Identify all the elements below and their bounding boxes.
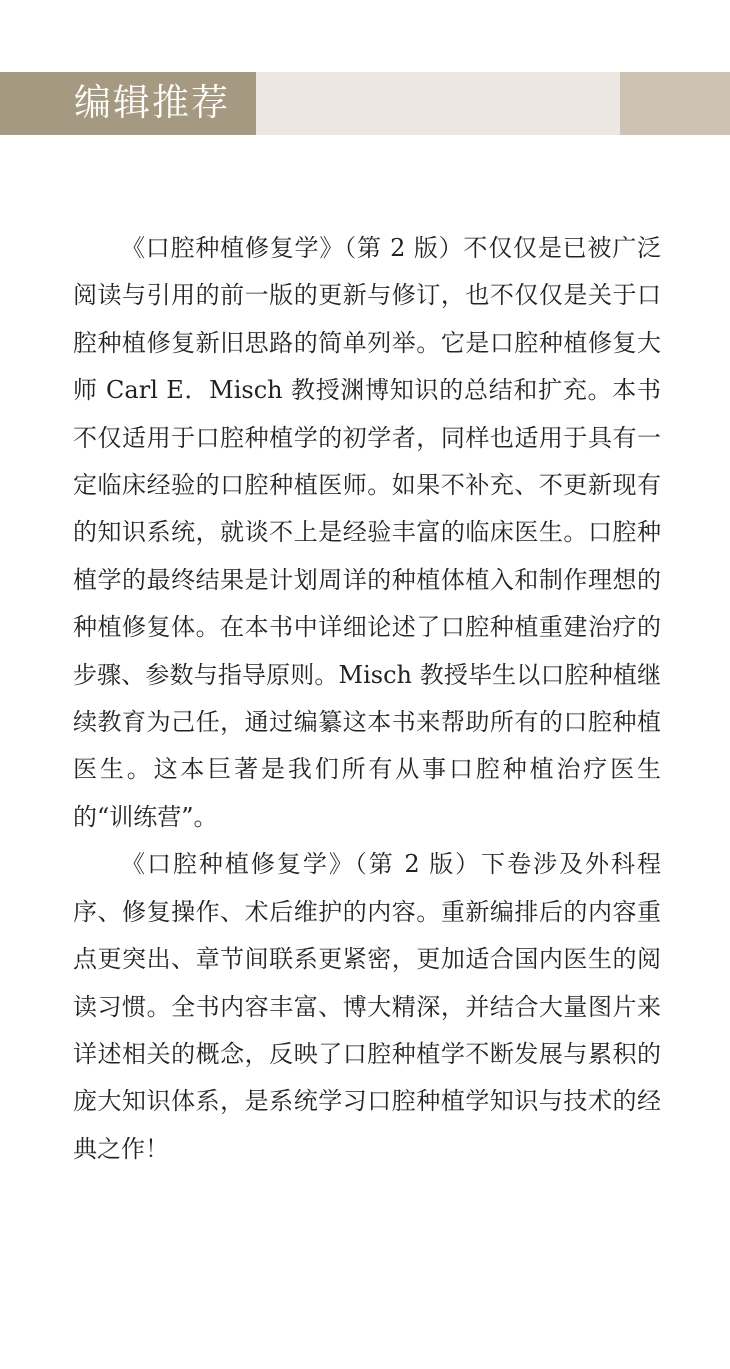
recommendation-text bbox=[73, 225, 661, 1173]
section-title: 编辑推荐 bbox=[74, 81, 230, 124]
header-band bbox=[0, 72, 730, 135]
paragraph-1: 《口腔种植修复学》（第 2 版）不仅仅是已被广泛阅读与引用的前一版的更新与修订，也不仅仅是关于口腔种植修复新旧思路的简单列举。它是口腔种植修复大师 Carl E．Misch 教授渊博知识的总结和扩充。本书不仅适用于口腔种植学的初学者，同样也适用于具有一定临床经验的口腔种植医师。如果不补充、不更新现有的知识系统，就谈不上是经验丰富的临床医生。口腔种植学的最终结果是计划周详的种植体植入和制作理想的种植修复体。在本书中详细论述了口腔种植重建治疗的步骤、参数与指导原则。Misch 教授毕生以口腔种植继续教育为己任，通过编纂这本书来帮助所有的口腔种植医生。这本巨著是我们所有从事口腔种植治疗医生的“训练营”。 bbox=[73, 234, 661, 831]
header-title-block bbox=[0, 72, 256, 135]
header-accent-block bbox=[620, 72, 730, 135]
paragraph-2: 《口腔种植修复学》（第 2 版）下卷涉及外科程序、修复操作、术后维护的内容。重新编排后的内容重点更突出、章节间联系更紧密，更加适合国内医生的阅读习惯。全书内容丰富、博大精深，并结合大量图片来详述相关的概念，反映了口腔种植学不断发展与累积的庞大知识体系，是系统学习口腔种植学知识与技术的经典之作！ bbox=[73, 850, 661, 1163]
